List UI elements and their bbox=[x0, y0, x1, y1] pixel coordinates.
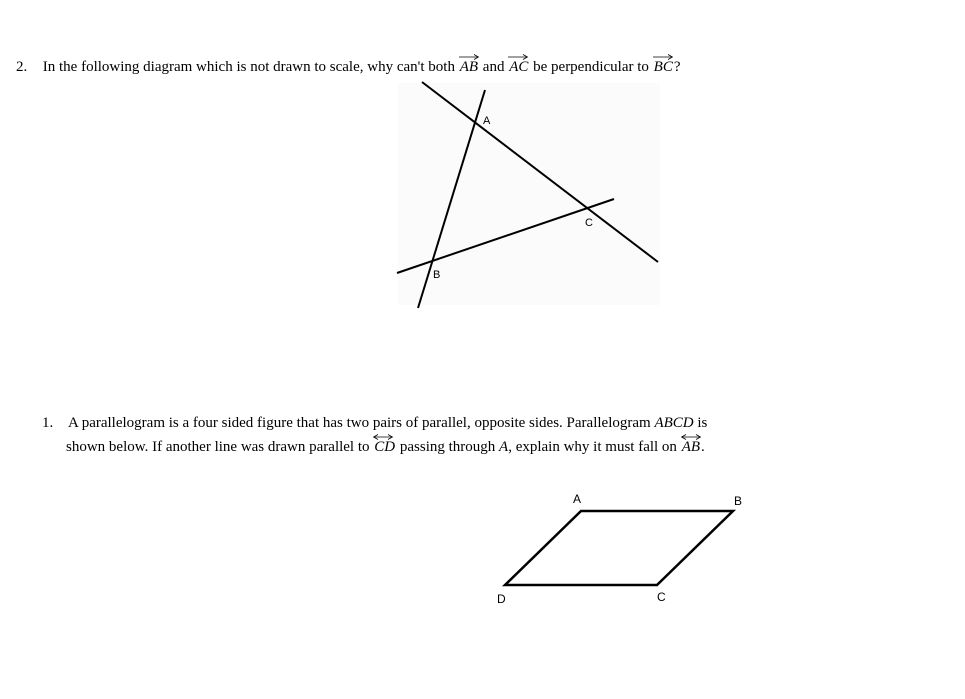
question-1 bbox=[42, 413, 707, 433]
question-number: 1. bbox=[42, 415, 54, 431]
parallelogram bbox=[505, 511, 733, 585]
point-label-b: B bbox=[433, 269, 441, 281]
parallelogram-name: ABCD bbox=[654, 415, 694, 431]
vertex-label-b: B bbox=[734, 494, 743, 508]
question-text: be perpendicular to bbox=[533, 59, 649, 75]
question-1-line-2: shown below. If another line was drawn parallel to CD passing through A, explain why it must fall on AB. bbox=[66, 437, 705, 457]
question-text: In the following diagram which is not drawn to scale, why can't both bbox=[42, 59, 455, 75]
question-text: is bbox=[697, 415, 708, 431]
vector-ab: AB bbox=[459, 57, 479, 77]
question-text: passing through bbox=[399, 439, 496, 455]
point-a: A bbox=[499, 439, 509, 455]
question-text: A parallelogram is a four sided figure that has two pairs of parallel, opposite sides. Parallelogram bbox=[67, 415, 651, 431]
vector-bc: BC bbox=[653, 57, 674, 77]
point-label-a: A bbox=[483, 115, 491, 127]
vector-ab-line: AB bbox=[681, 437, 701, 457]
question-text: and bbox=[482, 59, 505, 75]
vector-cd: CD bbox=[373, 437, 396, 457]
parallelogram-diagram bbox=[490, 488, 760, 608]
question-text: shown below. If another line was drawn parallel to bbox=[66, 439, 370, 455]
question-number: 2. bbox=[16, 59, 28, 75]
vertex-label-c: C bbox=[657, 590, 666, 604]
question-text: , explain why it must fall on bbox=[508, 439, 677, 455]
vertex-label-d: D bbox=[497, 592, 506, 606]
point-label-c: C bbox=[585, 217, 593, 229]
triangle-diagram bbox=[390, 80, 670, 315]
vertex-label-a: A bbox=[573, 492, 582, 506]
vector-ac: AC bbox=[508, 57, 529, 77]
question-2: 2. In the following diagram which is not drawn to scale, why can't both AB and AC be perpendicular to BC? bbox=[16, 57, 681, 77]
